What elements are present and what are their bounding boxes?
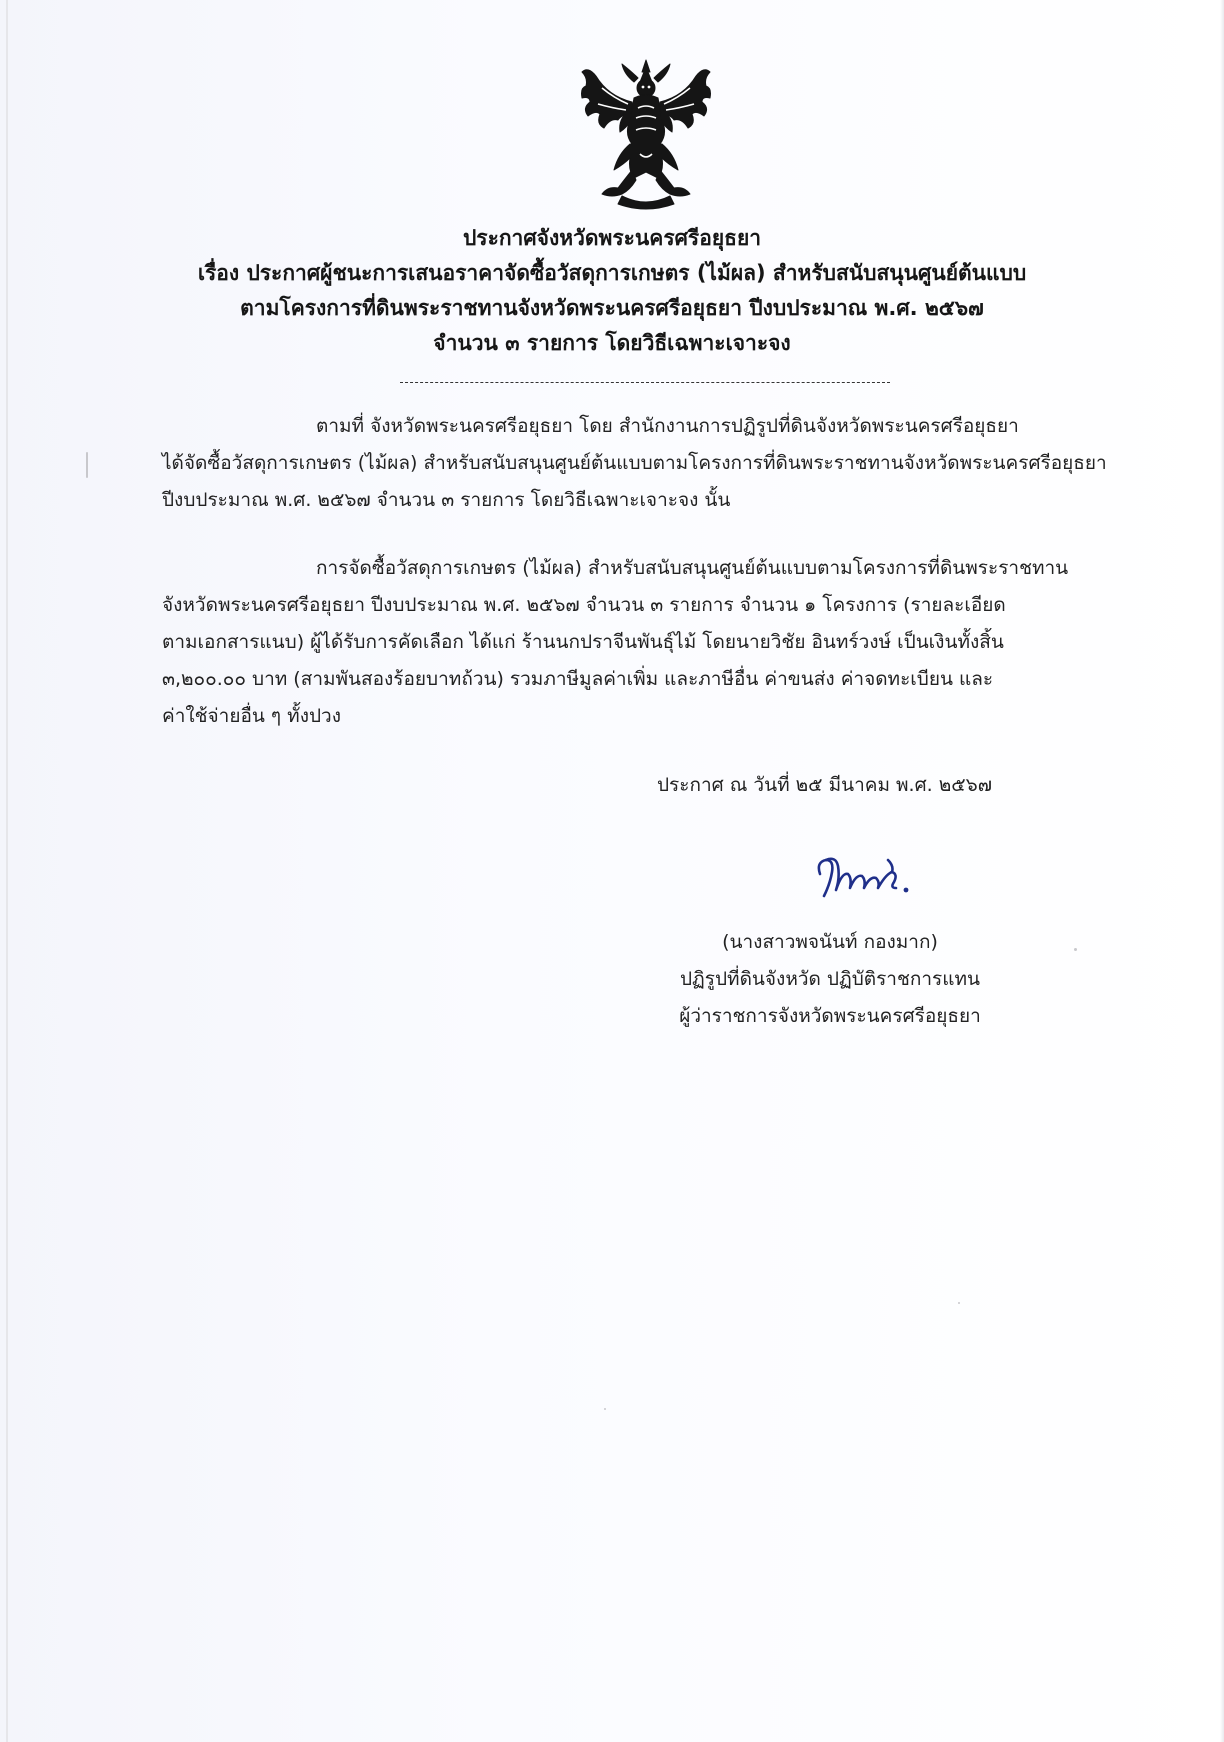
paragraph-line: ๓,๒๐๐.๐๐ บาท (สามพันสองร้อยบาทถ้วน) รวมภาษีมูลค่าเพิ่ม และภาษีอื่น ค่าขนส่ง ค่าจดทะเบียน และ (162, 668, 994, 690)
paragraph-line: ตามที่ จังหวัดพระนครศรีอยุธยา โดย สำนักงานการปฏิรูปที่ดินจังหวัดพระนครศรีอยุธยา (316, 415, 1019, 437)
scan-speck (1074, 948, 1077, 951)
announcement-date: ประกาศ ณ วันที่ ๒๕ มีนาคม พ.ศ. ๒๕๖๗ (657, 774, 992, 796)
handwritten-signature (812, 852, 922, 906)
signer-block (630, 924, 1030, 1035)
signer-position: ปฏิรูปที่ดินจังหวัด ปฏิบัติราชการแทน (679, 968, 981, 990)
paragraph-line: จังหวัดพระนครศรีอยุธยา ปีงบประมาณ พ.ศ. ๒๕๖๗ จำนวน ๓ รายการ จำนวน ๑ โครงการ (รายละเอียด (162, 594, 1006, 616)
scan-speck (958, 1302, 960, 1304)
paragraph-line: ค่าใช้จ่ายอื่น ๆ ทั้งปวง (162, 705, 341, 727)
heading-separator (400, 382, 890, 383)
signer-position: ผู้ว่าราชการจังหวัดพระนครศรีอยุธยา (679, 1005, 981, 1027)
heading-project: ตามโครงการที่ดินพระราชทานจังหวัดพระนครศรีอยุธยา ปีงบประมาณ พ.ศ. ๒๕๖๗ (240, 296, 984, 320)
paragraph-line: ปีงบประมาณ พ.ศ. ๒๕๖๗ จำนวน ๓ รายการ โดยวิธีเฉพาะเจาะจง นั้น (162, 489, 731, 511)
scan-mark (86, 452, 88, 478)
paragraph-line: ตามเอกสารแนบ) ผู้ได้รับการคัดเลือก ได้แก่ ร้านนกปราจีนพันธุ์ไม้ โดยนายวิชัย อินทร์วงษ์ เป็นเงินทั้งสิ้น (162, 631, 1004, 653)
announcement-heading (140, 221, 1084, 361)
scan-right-edge (1220, 0, 1224, 1742)
scan-speck (604, 1408, 606, 1410)
heading-title: ประกาศจังหวัดพระนครศรีอยุธยา (462, 226, 762, 250)
paragraph-background (162, 408, 1122, 519)
paragraph-line: การจัดซื้อวัสดุการเกษตร (ไม้ผล) สำหรับสนับสนุนศูนย์ต้นแบบตามโครงการที่ดินพระราชทาน (316, 557, 1069, 579)
heading-method: จำนวน ๓ รายการ โดยวิธีเฉพาะเจาะจง (433, 331, 791, 355)
garuda-emblem-icon (578, 58, 714, 210)
heading-subject: เรื่อง ประกาศผู้ชนะการเสนอราคาจัดซื้อวัสดุการเกษตร (ไม้ผล) สำหรับสนับสนุนศูนย์ต้นแบบ (197, 261, 1027, 285)
signer-name: (นางสาวพจนันท์ กองมาก) (722, 931, 938, 953)
paragraph-award (162, 550, 1122, 735)
scan-left-edge (6, 0, 8, 1742)
paragraph-line: ได้จัดซื้อวัสดุการเกษตร (ไม้ผล) สำหรับสนับสนุนศูนย์ต้นแบบตามโครงการที่ดินพระราชทานจังหวัดพระนครศรีอยุธยา (162, 452, 1107, 474)
